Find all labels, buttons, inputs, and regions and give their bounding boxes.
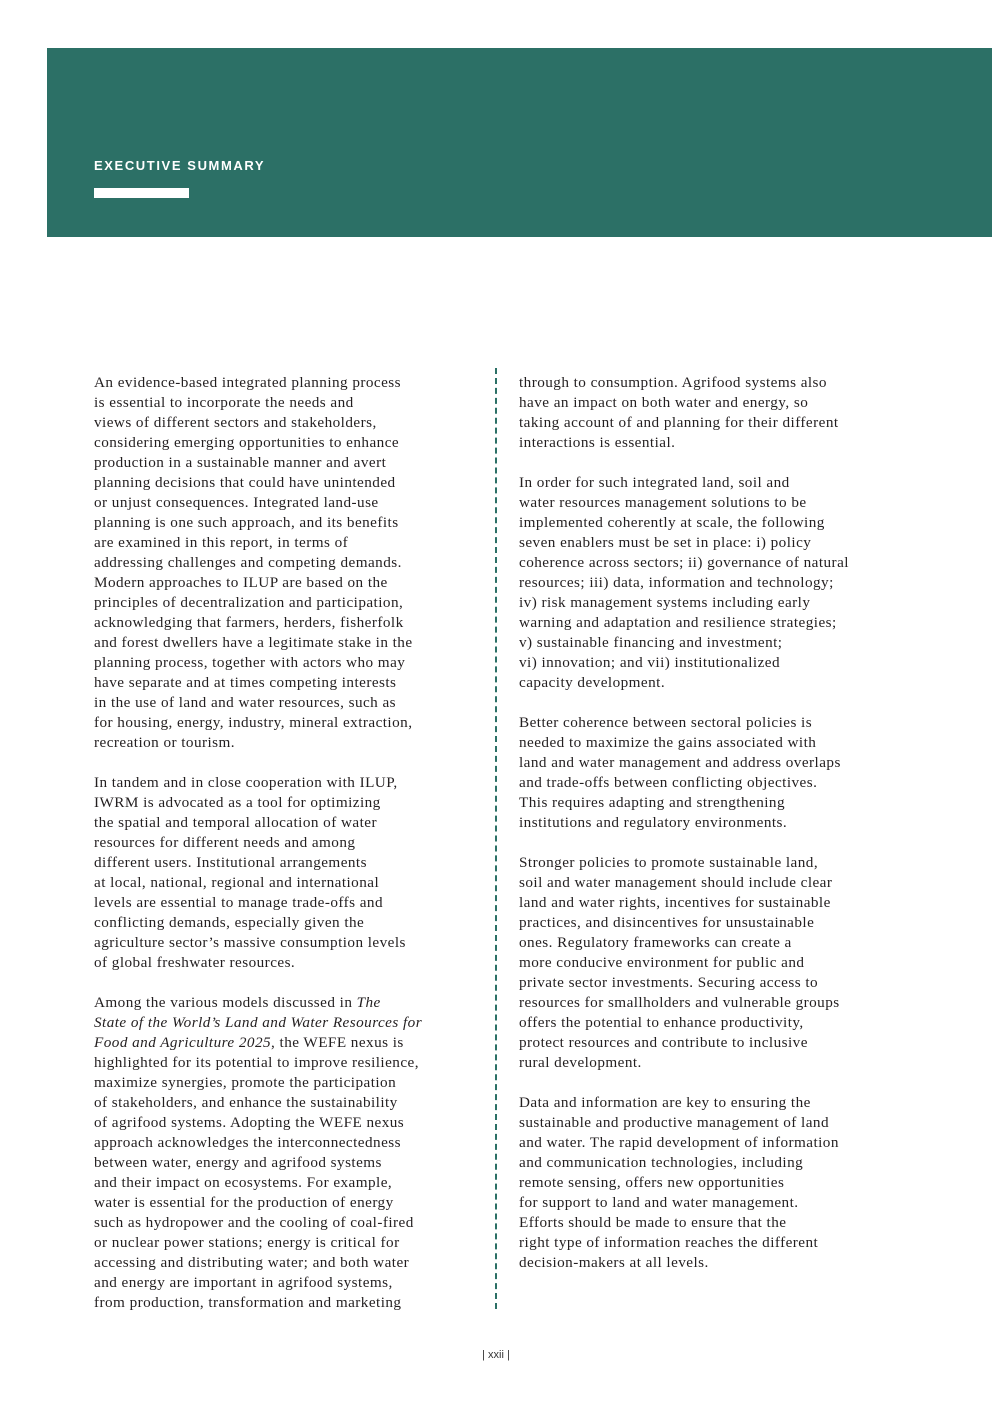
text-line: An evidence-based integrated planning process xyxy=(94,374,402,391)
text-line: considering emerging opportunities to enhance xyxy=(94,434,400,451)
text-line: right type of information reaches the different xyxy=(519,1234,819,1251)
text-line: the spatial and temporal allocation of water xyxy=(94,814,377,831)
report-title-italic: The xyxy=(356,994,381,1011)
text-line: remote sensing, offers new opportunities xyxy=(519,1174,785,1191)
text-line: conflicting demands, especially given the xyxy=(94,914,365,931)
text-line: iv) risk management systems including early xyxy=(519,594,811,611)
column-divider xyxy=(495,368,497,1309)
text-line: different users. Institutional arrangements xyxy=(94,854,367,871)
text-line: are examined in this report, in terms of xyxy=(94,534,349,551)
text-line: rural development. xyxy=(519,1054,642,1071)
text-line: addressing challenges and competing demands. xyxy=(94,554,402,571)
text-line: In order for such integrated land, soil and xyxy=(519,474,790,491)
text-line: acknowledging that farmers, herders, fisherfolk xyxy=(94,614,404,631)
paragraph-iwrm xyxy=(94,773,474,973)
text-line: Efforts should be made to ensure that the xyxy=(519,1214,787,1231)
text-line: and energy are important in agrifood systems, xyxy=(94,1274,393,1291)
text-line: production in a sustainable manner and avert xyxy=(94,454,387,471)
text-line: warning and adaptation and resilience strategies; xyxy=(519,614,837,631)
text-line: recreation or tourism. xyxy=(94,734,236,751)
text-line: resources for smallholders and vulnerable groups xyxy=(519,994,840,1011)
text-line: more conducive environment for public and xyxy=(519,954,805,971)
text-line: soil and water management should include clear xyxy=(519,874,833,891)
text-line: Data and information are key to ensuring the xyxy=(519,1094,811,1111)
text-line: at local, national, regional and international xyxy=(94,874,380,891)
text-line: planning process, together with actors who may xyxy=(94,654,406,671)
paragraph-wefe-nexus xyxy=(94,993,474,1313)
report-title-italic: Food and Agriculture 2025 xyxy=(94,1034,272,1051)
text-line: decision-makers at all levels. xyxy=(519,1254,709,1271)
text-line: and trade-offs between conflicting objectives. xyxy=(519,774,818,791)
paragraph-stronger-policies xyxy=(519,853,904,1073)
paragraph-data-information xyxy=(519,1093,904,1273)
text-line: IWRM is advocated as a tool for optimizing xyxy=(94,794,381,811)
text-line: for support to land and water management. xyxy=(519,1194,799,1211)
text-line: such as hydropower and the cooling of coal-fired xyxy=(94,1214,414,1231)
text-line: ones. Regulatory frameworks can create a xyxy=(519,934,792,951)
paragraph-ilup xyxy=(94,373,474,753)
text-line xyxy=(94,993,474,1013)
page-number: | xxii | xyxy=(482,1349,510,1361)
text-line: land and water rights, incentives for sustainable xyxy=(519,894,831,911)
text-line: interactions is essential. xyxy=(519,434,676,451)
text-line: between water, energy and agrifood systems xyxy=(94,1154,382,1171)
text-line: of agrifood systems. Adopting the WEFE nexus xyxy=(94,1114,405,1131)
text-line: agriculture sector’s massive consumption levels xyxy=(94,934,406,951)
text-line: This requires adapting and strengthening xyxy=(519,794,785,811)
text-line: accessing and distributing water; and both water xyxy=(94,1254,410,1271)
text-line: of stakeholders, and enhance the sustainability xyxy=(94,1094,398,1111)
text-line: needed to maximize the gains associated with xyxy=(519,734,817,751)
text-line: water resources management solutions to be xyxy=(519,494,807,511)
text-line: Better coherence between sectoral policies is xyxy=(519,714,813,731)
header-banner xyxy=(47,48,992,237)
paragraph-agrifood-continued xyxy=(519,373,904,453)
text-line: and communication technologies, including xyxy=(519,1154,804,1171)
text-line: vi) innovation; and vii) institutionalized xyxy=(519,654,781,671)
text-line: views of different sectors and stakeholders, xyxy=(94,414,377,431)
paragraph-policy-coherence xyxy=(519,713,904,833)
text-line: or nuclear power stations; energy is critical for xyxy=(94,1234,400,1251)
text-line: coherence across sectors; ii) governance of natural xyxy=(519,554,849,571)
text-line: Modern approaches to ILUP are based on the xyxy=(94,574,388,591)
text-line: resources for different needs and among xyxy=(94,834,356,851)
section-label-bar xyxy=(94,188,189,198)
text-line: through to consumption. Agrifood systems also xyxy=(519,374,827,391)
text-line: have an impact on both water and energy, so xyxy=(519,394,809,411)
text-line: maximize synergies, promote the participation xyxy=(94,1074,397,1091)
text-line: approach acknowledges the interconnectedness xyxy=(94,1134,401,1151)
report-title-italic: State of the World’s Land and Water Resources for xyxy=(94,1014,423,1031)
text-line: levels are essential to manage trade-offs and xyxy=(94,894,384,911)
text-line: principles of decentralization and participation, xyxy=(94,594,404,611)
right-column xyxy=(519,373,904,1293)
text-line: sustainable and productive management of land xyxy=(519,1114,829,1131)
text-line: from production, transformation and marketing xyxy=(94,1294,402,1311)
paragraph-rest xyxy=(94,1053,474,1313)
text-line: private sector investments. Securing access to xyxy=(519,974,819,991)
text-line: In tandem and in close cooperation with ILUP, xyxy=(94,774,398,791)
text-line: resources; iii) data, information and technology; xyxy=(519,574,834,591)
text-line xyxy=(94,1013,474,1033)
text-line xyxy=(94,1033,474,1053)
text-line: highlighted for its potential to improve resilience, xyxy=(94,1054,419,1071)
text-run: , the WEFE nexus is xyxy=(271,1034,404,1051)
text-line: or unjust consequences. Integrated land-use xyxy=(94,494,379,511)
text-line: institutions and regulatory environments. xyxy=(519,814,788,831)
text-line: capacity development. xyxy=(519,674,666,691)
text-line: have separate and at times competing interests xyxy=(94,674,397,691)
text-run: Among the various models discussed in xyxy=(94,994,357,1011)
text-line: planning decisions that could have unintended xyxy=(94,474,396,491)
text-line: in the use of land and water resources, such as xyxy=(94,694,397,711)
text-line: offers the potential to enhance productivity, xyxy=(519,1014,804,1031)
text-line: and their impact on ecosystems. For example, xyxy=(94,1174,393,1191)
text-line: v) sustainable financing and investment; xyxy=(519,634,783,651)
text-line: Stronger policies to promote sustainable land, xyxy=(519,854,819,871)
left-column xyxy=(94,373,474,1333)
paragraph-seven-enablers xyxy=(519,473,904,693)
section-label: EXECUTIVE SUMMARY xyxy=(94,158,266,173)
text-line: planning is one such approach, and its benefits xyxy=(94,514,399,531)
text-line: and water. The rapid development of information xyxy=(519,1134,839,1151)
text-line: seven enablers must be set in place: i) policy xyxy=(519,534,812,551)
text-line: land and water management and address overlaps xyxy=(519,754,841,771)
text-line: and forest dwellers have a legitimate stake in the xyxy=(94,634,413,651)
text-line: is essential to incorporate the needs and xyxy=(94,394,354,411)
text-line: for housing, energy, industry, mineral extraction, xyxy=(94,714,413,731)
text-line: water is essential for the production of energy xyxy=(94,1194,394,1211)
text-line: taking account of and planning for their different xyxy=(519,414,839,431)
text-line: practices, and disincentives for unsustainable xyxy=(519,914,815,931)
text-line: protect resources and contribute to inclusive xyxy=(519,1034,808,1051)
text-line: of global freshwater resources. xyxy=(94,954,296,971)
text-line: implemented coherently at scale, the following xyxy=(519,514,825,531)
